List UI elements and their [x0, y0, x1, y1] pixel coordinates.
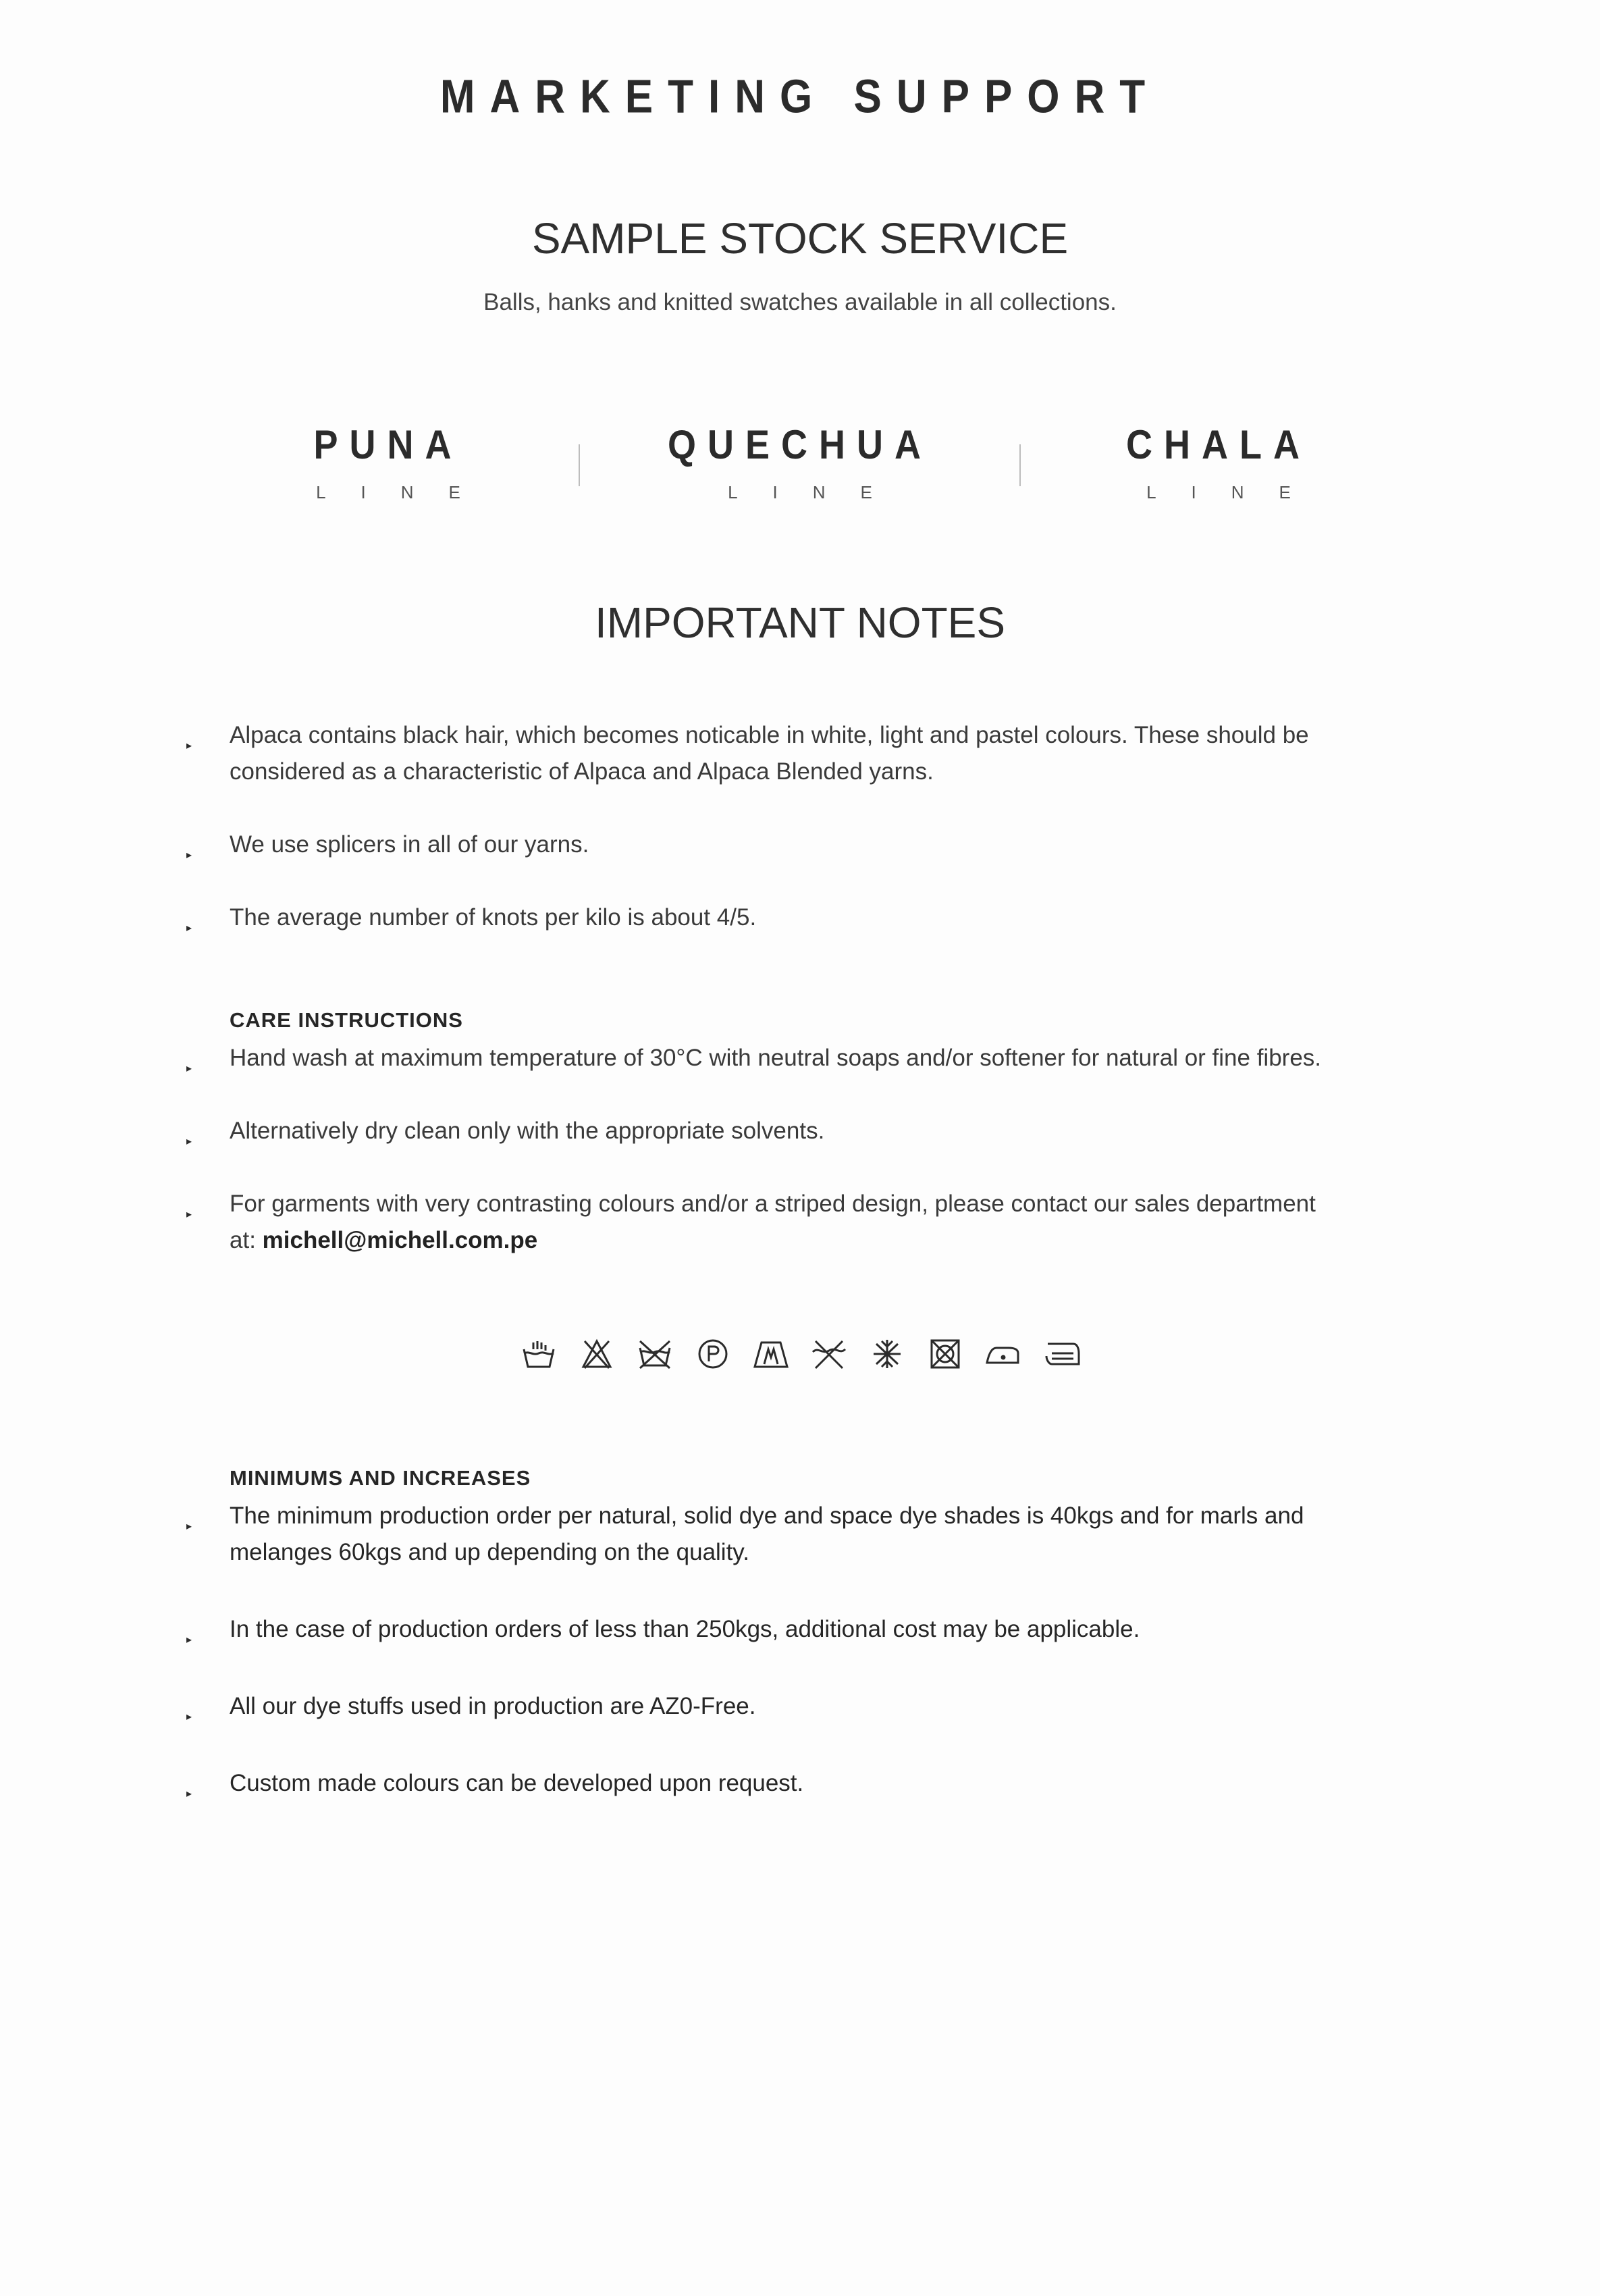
- iron-steam-icon: [1042, 1337, 1080, 1371]
- line-divider: [579, 444, 580, 486]
- line-name: QUECHUA: [667, 422, 932, 468]
- bullet-arrow-icon: ▸: [186, 850, 192, 861]
- iron-low-icon: [984, 1337, 1022, 1371]
- important-notes-title: IMPORTANT NOTES: [594, 598, 1006, 647]
- bullet-arrow-icon: ▸: [186, 740, 192, 752]
- sample-stock-title: SAMPLE STOCK SERVICE: [531, 214, 1069, 263]
- care-symbols: [0, 1337, 1600, 1371]
- list-item: ▸ Custom made colours can be developed upon request.: [182, 1765, 1397, 1802]
- bullet-arrow-icon: ▸: [186, 1788, 192, 1800]
- list-item: ▸ We use splicers in all of our yarns.: [182, 827, 1397, 863]
- do-not-steam-icon: [868, 1337, 906, 1371]
- contact-email-link[interactable]: michell@michell.com.pe: [262, 1227, 538, 1253]
- bullet-arrow-icon: ▸: [186, 1634, 192, 1646]
- do-not-tumble-icon: [926, 1337, 964, 1371]
- care-instructions-heading: CARE INSTRUCTIONS: [230, 1008, 463, 1032]
- line-chala: [1050, 424, 1387, 503]
- list-item: ▸ All our dye stuffs used in production are AZ0-Free.: [182, 1688, 1397, 1725]
- list-item: ▸ The minimum production order per natural, solid dye and space dye shades is 40kgs and for marls and melanges 60kgs and up depending on the quality.: [186, 1503, 1304, 1565]
- dry-clean-p-icon: [694, 1337, 732, 1371]
- line-name: CHALA: [1126, 422, 1311, 468]
- bullet-arrow-icon: ▸: [186, 1063, 192, 1074]
- dry-flat-icon: [752, 1337, 790, 1371]
- line-label: LINE: [1146, 482, 1326, 502]
- list-item: ▸ In the case of production orders of less than 250kgs, additional cost may be applicable.: [182, 1611, 1397, 1648]
- minimums-heading: MINIMUMS AND INCREASES: [230, 1466, 531, 1490]
- minimums-list: [182, 1498, 1397, 1802]
- list-item: ▸ For garments with very contrasting colours and/or a striped design, please contact our sales department at: michell@michell.com.pe: [186, 1191, 1316, 1253]
- line-divider: [1019, 444, 1021, 486]
- list-item: ▸ Alpaca contains black hair, which becomes noticable in white, light and pastel colours. These should be considered as a characteristic of Alpaca and Alpaca Blended yarns.: [186, 722, 1309, 785]
- care-instructions-list: [182, 1040, 1397, 1259]
- sample-stock-subtitle: Balls, hanks and knitted swatches available in all collections.: [483, 289, 1117, 315]
- line-name: PUNA: [313, 422, 463, 468]
- bullet-arrow-icon: ▸: [186, 1136, 192, 1147]
- bullet-arrow-icon: ▸: [186, 1521, 192, 1532]
- list-item: ▸ Alternatively dry clean only with the appropriate solvents.: [182, 1113, 1397, 1149]
- line-quechua: [631, 424, 969, 503]
- bullet-arrow-icon: ▸: [186, 1711, 192, 1723]
- list-item: ▸ The average number of knots per kilo is about 4/5.: [182, 899, 1397, 936]
- hand-wash-icon: [520, 1337, 558, 1371]
- list-item: ▸ Hand wash at maximum temperature of 30°C with neutral soaps and/or softener for natural or fine fibres.: [182, 1040, 1397, 1076]
- bullet-arrow-icon: ▸: [186, 922, 192, 934]
- important-notes-list: [182, 717, 1397, 936]
- line-puna: [219, 424, 557, 503]
- page-title: MARKETING SUPPORT: [439, 70, 1161, 124]
- do-not-tumble-dry-icon: [636, 1337, 674, 1371]
- bullet-arrow-icon: ▸: [186, 1209, 192, 1220]
- line-label: LINE: [316, 482, 496, 502]
- do-not-wring-icon: [810, 1337, 848, 1371]
- do-not-bleach-icon: [578, 1337, 616, 1371]
- line-label: LINE: [728, 482, 907, 502]
